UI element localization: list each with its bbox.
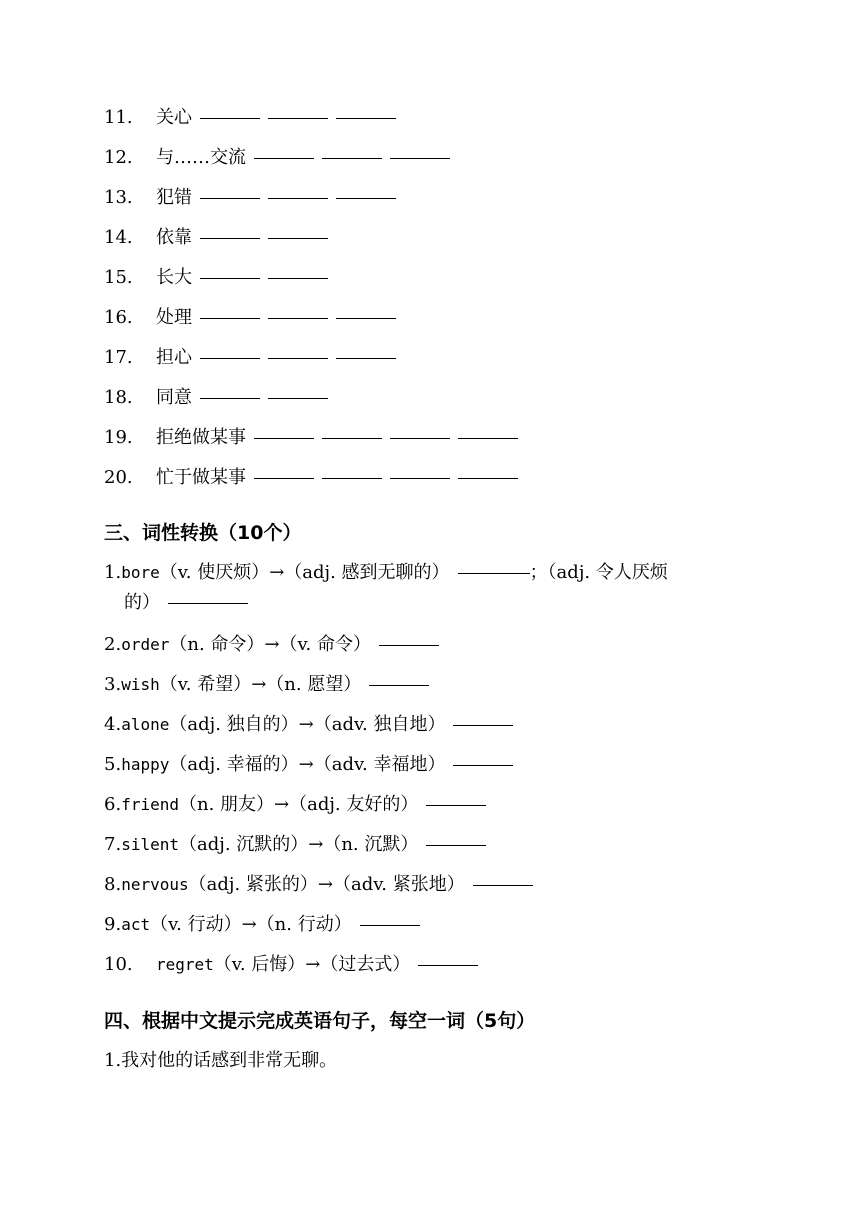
vocab-item	[104, 143, 760, 173]
answer-blank[interactable]	[336, 197, 396, 199]
answer-blank[interactable]	[200, 317, 260, 319]
vocab-number: 12.	[104, 147, 133, 168]
vocab-chinese: 依靠	[156, 227, 192, 248]
conversion-hint: （n. 命令）→（v. 命令）	[169, 634, 371, 655]
answer-blank[interactable]	[268, 277, 328, 279]
vocab-item	[104, 383, 760, 413]
vocab-item	[104, 343, 760, 373]
answer-blank[interactable]	[254, 157, 314, 159]
english-word: alone	[121, 715, 170, 734]
answer-blank[interactable]	[200, 357, 260, 359]
conversion-hint-3: 的）	[124, 592, 160, 613]
item-number: 4.	[104, 714, 122, 735]
conversion-hint: （v. 希望）→（n. 愿望）	[159, 674, 362, 695]
english-word: order	[121, 635, 170, 654]
answer-blank[interactable]	[369, 684, 429, 686]
english-word: bore	[121, 563, 160, 582]
vocab-item	[104, 103, 760, 133]
vocab-number: 20.	[104, 467, 133, 488]
conversion-hint: （adj. 沉默的）→（n. 沉默）	[178, 834, 419, 855]
item-number: 8.	[104, 874, 122, 895]
answer-blank[interactable]	[426, 804, 486, 806]
answer-blank[interactable]	[200, 237, 260, 239]
conversion-hint: （v. 使厌烦）→（adj. 感到无聊的）	[159, 562, 450, 583]
answer-blank[interactable]	[379, 644, 439, 646]
conversion-hint: （v. 行动）→（n. 行动）	[150, 914, 352, 935]
answer-blank[interactable]	[200, 277, 260, 279]
word-form-item	[104, 670, 764, 700]
answer-blank[interactable]	[336, 117, 396, 119]
word-form-item	[104, 830, 764, 860]
vocab-number: 13.	[104, 187, 133, 208]
item-number: 6.	[104, 794, 122, 815]
vocab-number: 19.	[104, 427, 133, 448]
answer-blank[interactable]	[200, 117, 260, 119]
word-form-item	[104, 910, 764, 940]
conversion-hint: （adj. 幸福的）→（adv. 幸福地）	[169, 754, 446, 775]
word-form-item	[104, 630, 764, 660]
answer-blank[interactable]	[268, 357, 328, 359]
english-word: nervous	[121, 875, 189, 894]
vocab-number: 14.	[104, 227, 133, 248]
conversion-hint: （adj. 独自的）→（adv. 独自地）	[169, 714, 446, 735]
vocab-item	[104, 303, 760, 333]
item-number: 1.	[104, 562, 122, 583]
section-4-item-1: 1.我对他的话感到非常无聊。	[104, 1050, 338, 1071]
answer-blank[interactable]	[453, 764, 513, 766]
answer-blank[interactable]	[268, 397, 328, 399]
answer-blank[interactable]	[458, 437, 518, 439]
word-form-item	[104, 790, 764, 820]
conversion-hint: （v. 后悔）→（过去式）	[213, 954, 411, 975]
word-form-item	[104, 558, 764, 618]
english-word: regret	[156, 955, 214, 974]
vocab-chinese: 长大	[156, 267, 192, 288]
vocab-number: 17.	[104, 347, 133, 368]
vocab-chinese: 与……交流	[156, 147, 246, 168]
answer-blank[interactable]	[473, 884, 533, 886]
vocab-number: 18.	[104, 387, 133, 408]
section-4-title: 四、根据中文提示完成英语句子，每空一词（5句）	[104, 1010, 536, 1032]
word-form-item	[104, 750, 764, 780]
answer-blank[interactable]	[322, 477, 382, 479]
vocab-number: 11.	[104, 107, 133, 128]
vocab-item	[104, 223, 760, 253]
english-word: wish	[121, 675, 160, 694]
vocab-chinese: 担心	[156, 347, 192, 368]
answer-blank[interactable]	[254, 477, 314, 479]
vocab-chinese: 犯错	[156, 187, 192, 208]
answer-blank[interactable]	[268, 237, 328, 239]
answer-blank[interactable]	[458, 477, 518, 479]
answer-blank[interactable]	[458, 572, 530, 574]
answer-blank[interactable]	[168, 602, 248, 604]
word-form-item	[104, 870, 764, 900]
item-number: 9.	[104, 914, 122, 935]
item-number: 10.	[104, 954, 133, 975]
answer-blank[interactable]	[390, 437, 450, 439]
vocab-number: 16.	[104, 307, 133, 328]
answer-blank[interactable]	[390, 477, 450, 479]
word-form-item	[104, 710, 764, 740]
answer-blank[interactable]	[390, 157, 450, 159]
answer-blank[interactable]	[268, 117, 328, 119]
answer-blank[interactable]	[336, 317, 396, 319]
answer-blank[interactable]	[322, 157, 382, 159]
vocab-item	[104, 463, 760, 493]
vocab-item	[104, 183, 760, 213]
answer-blank[interactable]	[360, 924, 420, 926]
answer-blank[interactable]	[322, 437, 382, 439]
item-number: 2.	[104, 634, 122, 655]
answer-blank[interactable]	[268, 317, 328, 319]
vocab-chinese: 忙于做某事	[156, 467, 246, 488]
answer-blank[interactable]	[254, 437, 314, 439]
conversion-hint: （adj. 紧张的）→（adv. 紧张地）	[188, 874, 465, 895]
english-word: friend	[121, 795, 179, 814]
vocab-item	[104, 263, 760, 293]
answer-blank[interactable]	[200, 197, 260, 199]
continuation-line	[104, 588, 764, 618]
vocab-chinese: 关心	[156, 107, 192, 128]
vocab-chinese: 拒绝做某事	[156, 427, 246, 448]
conversion-hint: （n. 朋友）→（adj. 友好的）	[178, 794, 419, 815]
vocab-number: 15.	[104, 267, 133, 288]
vocab-chinese: 处理	[156, 307, 192, 328]
answer-blank[interactable]	[336, 357, 396, 359]
english-word: happy	[121, 755, 170, 774]
english-word: silent	[121, 835, 179, 854]
vocab-chinese: 同意	[156, 387, 192, 408]
vocab-item	[104, 423, 760, 453]
english-word: act	[121, 915, 151, 934]
word-form-item	[104, 950, 764, 980]
answer-blank[interactable]	[426, 844, 486, 846]
answer-blank[interactable]	[200, 397, 260, 399]
section-3-title: 三、词性转换（10个）	[104, 522, 302, 544]
item-number: 7.	[104, 834, 122, 855]
answer-blank[interactable]	[453, 724, 513, 726]
answer-blank[interactable]	[418, 964, 478, 966]
answer-blank[interactable]	[268, 197, 328, 199]
conversion-hint-2: ；（adj. 令人厌烦	[529, 562, 668, 583]
item-number: 5.	[104, 754, 122, 775]
item-number: 3.	[104, 674, 122, 695]
